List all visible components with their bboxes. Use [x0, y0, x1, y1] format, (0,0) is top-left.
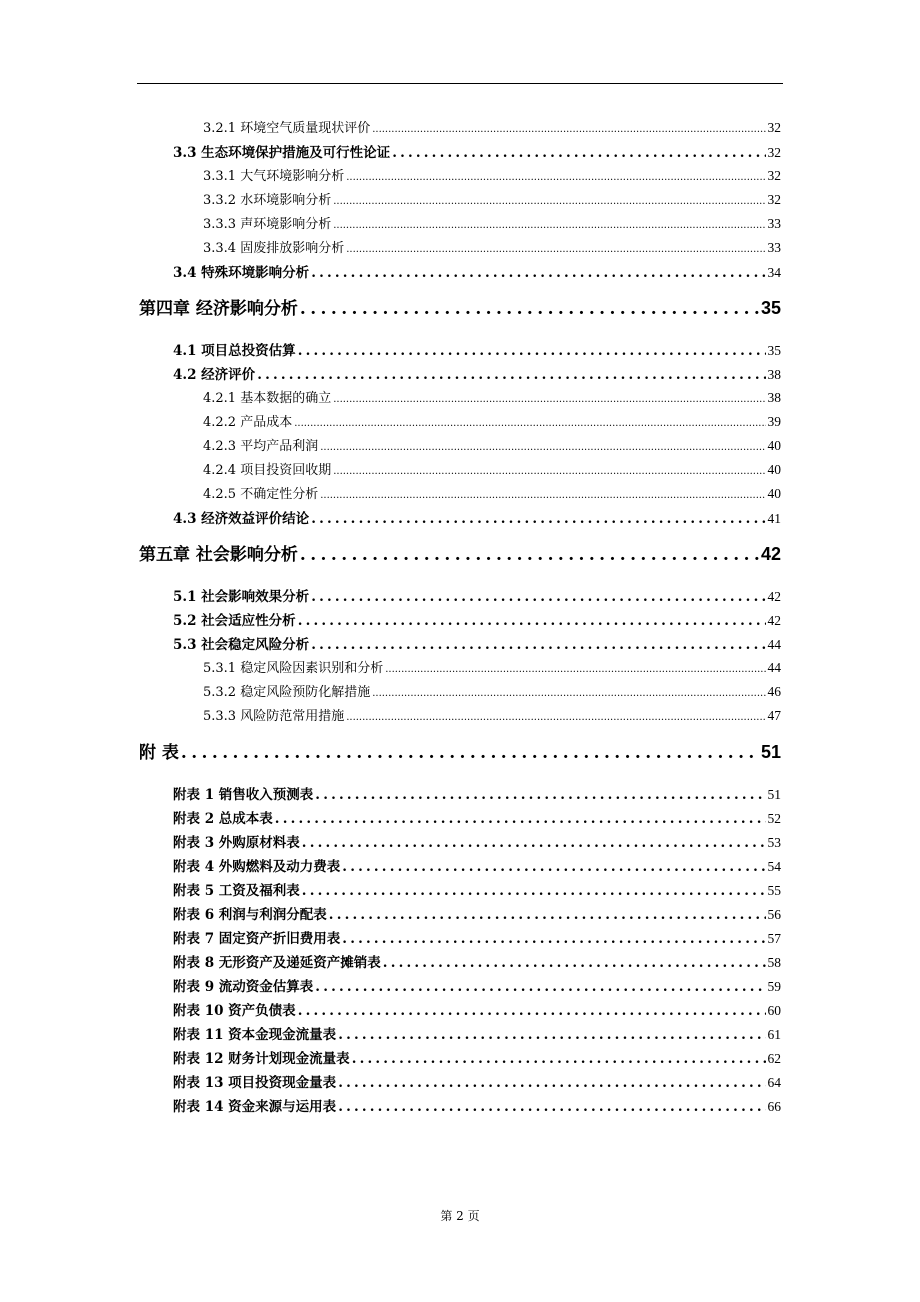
dot-leader [333, 220, 765, 231]
toc-entry-title: 5.1 社会影响效果分析 [173, 589, 310, 605]
dot-leader [333, 394, 765, 405]
toc-entry[interactable] [173, 141, 781, 161]
toc-entry-page-number: 35 [767, 343, 781, 358]
toc-entry[interactable] [139, 540, 781, 566]
toc-entry-page-number: 40 [767, 438, 781, 453]
toc-entry-title: 5.2 社会适应性分析 [173, 613, 296, 629]
toc-entry-page-number: 40 [767, 462, 781, 477]
toc-entry-title: 3.3.2 水环境影响分析 [203, 193, 332, 208]
toc-entry-title: 第五章 社会影响分析 [139, 545, 298, 565]
toc-entry-page-number: 44 [767, 637, 781, 652]
dot-leader [372, 124, 765, 135]
toc-entry-page-number: 57 [767, 931, 781, 946]
dot-leader [346, 172, 765, 183]
toc-entry[interactable] [173, 903, 781, 923]
dot-leader [302, 883, 766, 899]
dot-leader [352, 1051, 766, 1067]
toc-entry-title: 4.3 经济效益评价结论 [173, 511, 310, 527]
toc-entry[interactable] [173, 1023, 781, 1043]
toc-entry-title: 第四章 经济影响分析 [139, 299, 298, 319]
toc-entry-page-number: 40 [767, 486, 781, 501]
toc-entry[interactable] [203, 117, 781, 137]
toc-entry-title: 附表 9 流动资金估算表 [173, 979, 314, 995]
toc-entry-title: 4.2.3 平均产品利润 [203, 439, 319, 454]
toc-entry-title: 3.3.1 大气环境影响分析 [203, 169, 345, 184]
toc-entry-page-number: 39 [767, 414, 781, 429]
toc-entry-page-number: 47 [767, 708, 781, 723]
toc-entry[interactable] [203, 237, 781, 257]
toc-entry-title: 3.3.3 声环境影响分析 [203, 217, 332, 232]
toc-entry-title: 5.3.3 风险防范常用措施 [203, 709, 345, 724]
toc-entry[interactable] [203, 459, 781, 479]
toc-entry-page-number: 42 [767, 589, 781, 604]
dot-leader [346, 244, 765, 255]
toc-entry-page-number: 60 [767, 1003, 781, 1018]
dot-leader [315, 979, 765, 995]
toc-entry-page-number: 54 [767, 859, 781, 874]
dot-leader [294, 418, 765, 429]
toc-entry[interactable] [173, 975, 781, 995]
toc-entry-title: 附表 7 固定资产折旧费用表 [173, 931, 341, 947]
toc-entry[interactable] [173, 807, 781, 827]
dot-leader [320, 442, 765, 453]
toc-entry-page-number: 46 [767, 684, 781, 699]
toc-entry-title: 5.3 社会稳定风险分析 [173, 637, 310, 653]
toc-entry-title: 3.2.1 环境空气质量现状评价 [203, 121, 371, 136]
dot-leader [311, 511, 765, 527]
dot-leader [338, 1075, 765, 1091]
toc-entry-page-number: 42 [760, 544, 781, 564]
toc-entry[interactable] [173, 1047, 781, 1067]
toc-entry-page-number: 42 [767, 613, 781, 628]
toc-entry-page-number: 38 [767, 367, 781, 382]
toc-entry-title: 附表 3 外购原材料表 [173, 835, 300, 851]
toc-entry[interactable] [203, 681, 781, 701]
toc-entry-title: 附表 6 利润与利润分配表 [173, 907, 327, 923]
toc-entry-title: 3.4 特殊环境影响分析 [173, 265, 310, 281]
toc-entry[interactable] [173, 633, 781, 653]
toc-entry[interactable] [173, 609, 781, 629]
toc-entry-page-number: 38 [767, 390, 781, 405]
dot-leader [298, 613, 766, 629]
toc-entry[interactable] [173, 879, 781, 899]
toc-entry[interactable] [173, 927, 781, 947]
toc-entry-page-number: 53 [767, 835, 781, 850]
page-footer: 第 2 页 [440, 1209, 480, 1223]
dot-leader [300, 299, 759, 319]
toc-entry-title: 4.2.1 基本数据的确立 [203, 391, 332, 406]
toc-entry-title: 附表 4 外购燃料及动力费表 [173, 859, 341, 875]
toc-entry-page-number: 62 [767, 1051, 781, 1066]
dot-leader [275, 811, 766, 827]
toc-entry[interactable] [139, 738, 781, 764]
dot-leader [311, 265, 765, 281]
dot-leader [383, 955, 766, 971]
toc-entry-title: 附表 12 财务计划现金流量表 [173, 1051, 350, 1067]
toc-entry[interactable] [173, 1095, 781, 1115]
toc-entry-page-number: 44 [767, 660, 781, 675]
toc-entry-page-number: 41 [767, 511, 781, 526]
dot-leader [181, 743, 759, 763]
dot-leader [392, 145, 765, 161]
dot-leader [385, 664, 765, 675]
toc-entry-page-number: 51 [760, 742, 781, 762]
toc-entry[interactable] [173, 951, 781, 971]
toc-entry-title: 附表 10 资产负债表 [173, 1003, 296, 1019]
toc-entry-page-number: 34 [767, 265, 781, 280]
toc-entry[interactable] [173, 363, 781, 383]
toc-entry-page-number: 32 [767, 120, 781, 135]
toc-entry[interactable] [139, 294, 781, 320]
toc-entry-page-number: 58 [767, 955, 781, 970]
dot-leader [342, 931, 765, 947]
toc-entry-title: 4.2.4 项目投资回收期 [203, 463, 332, 478]
toc-entry-title: 附表 1 销售收入预测表 [173, 787, 314, 803]
toc-entry[interactable] [203, 411, 781, 431]
toc-entry[interactable] [173, 585, 781, 605]
toc-entry-title: 3.3.4 固废排放影响分析 [203, 241, 345, 256]
toc-entry-page-number: 56 [767, 907, 781, 922]
toc-entry[interactable] [173, 855, 781, 875]
toc-entry-page-number: 32 [767, 168, 781, 183]
dot-leader [333, 196, 765, 207]
toc-entry[interactable] [173, 999, 781, 1019]
toc-entry[interactable] [203, 165, 781, 185]
toc-entry[interactable] [173, 261, 781, 281]
toc-entry[interactable] [203, 483, 781, 503]
toc-entry-page-number: 59 [767, 979, 781, 994]
toc-entry[interactable] [173, 783, 781, 803]
toc-entry-title: 4.1 项目总投资估算 [173, 343, 296, 359]
dot-leader [300, 545, 759, 565]
dot-leader [320, 490, 765, 501]
dot-leader [315, 787, 765, 803]
dot-leader [311, 589, 765, 605]
dot-leader [302, 835, 766, 851]
toc-entry-page-number: 55 [767, 883, 781, 898]
dot-leader [298, 1003, 766, 1019]
toc-entry[interactable] [203, 705, 781, 725]
toc-entry-page-number: 35 [760, 298, 781, 318]
toc-entry-page-number: 33 [767, 240, 781, 255]
dot-leader [257, 367, 765, 383]
dot-leader [311, 637, 765, 653]
toc-entry-title: 附表 2 总成本表 [173, 811, 273, 827]
dot-leader [338, 1027, 765, 1043]
toc-entry[interactable] [203, 387, 781, 407]
toc-entry-page-number: 51 [767, 787, 781, 802]
dot-leader [333, 466, 765, 477]
toc-entry[interactable] [203, 435, 781, 455]
toc-entry-page-number: 32 [767, 192, 781, 207]
toc-entry[interactable] [203, 189, 781, 209]
toc-entry-title: 附表 8 无形资产及递延资产摊销表 [173, 955, 381, 971]
dot-leader [342, 859, 765, 875]
toc-entry-page-number: 64 [767, 1075, 781, 1090]
toc-entry-title: 附表 14 资金来源与运用表 [173, 1099, 337, 1115]
toc-entry[interactable] [173, 339, 781, 359]
toc-entry[interactable] [173, 507, 781, 527]
toc-entry-page-number: 32 [767, 145, 781, 160]
dot-leader [346, 712, 765, 723]
toc-entry-title: 附表 5 工资及福利表 [173, 883, 300, 899]
toc-entry-title: 4.2 经济评价 [173, 367, 256, 383]
toc-entry-page-number: 52 [767, 811, 781, 826]
toc-entry-title: 附表 11 资本金现金流量表 [173, 1027, 337, 1043]
dot-leader [338, 1099, 765, 1115]
toc-entry-title: 附表 13 项目投资现金量表 [173, 1075, 337, 1091]
toc-entry-title: 5.3.2 稳定风险预防化解措施 [203, 685, 371, 700]
toc-entry[interactable] [203, 657, 781, 677]
toc-entry[interactable] [203, 213, 781, 233]
toc-entry-title: 5.3.1 稳定风险因素识别和分析 [203, 661, 384, 676]
toc-entry[interactable] [173, 831, 781, 851]
toc-entry-page-number: 61 [767, 1027, 781, 1042]
toc-entry-title: 4.2.5 不确定性分析 [203, 487, 319, 502]
dot-leader [329, 907, 766, 923]
toc-entry-title: 附 表 [139, 743, 179, 763]
toc-entry-page-number: 33 [767, 216, 781, 231]
toc-entry-title: 3.3 生态环境保护措施及可行性论证 [173, 145, 391, 161]
toc-entry-title: 4.2.2 产品成本 [203, 415, 293, 430]
dot-leader [372, 688, 765, 699]
toc-entry-page-number: 66 [767, 1099, 781, 1114]
dot-leader [298, 343, 766, 359]
toc-entry[interactable] [173, 1071, 781, 1091]
